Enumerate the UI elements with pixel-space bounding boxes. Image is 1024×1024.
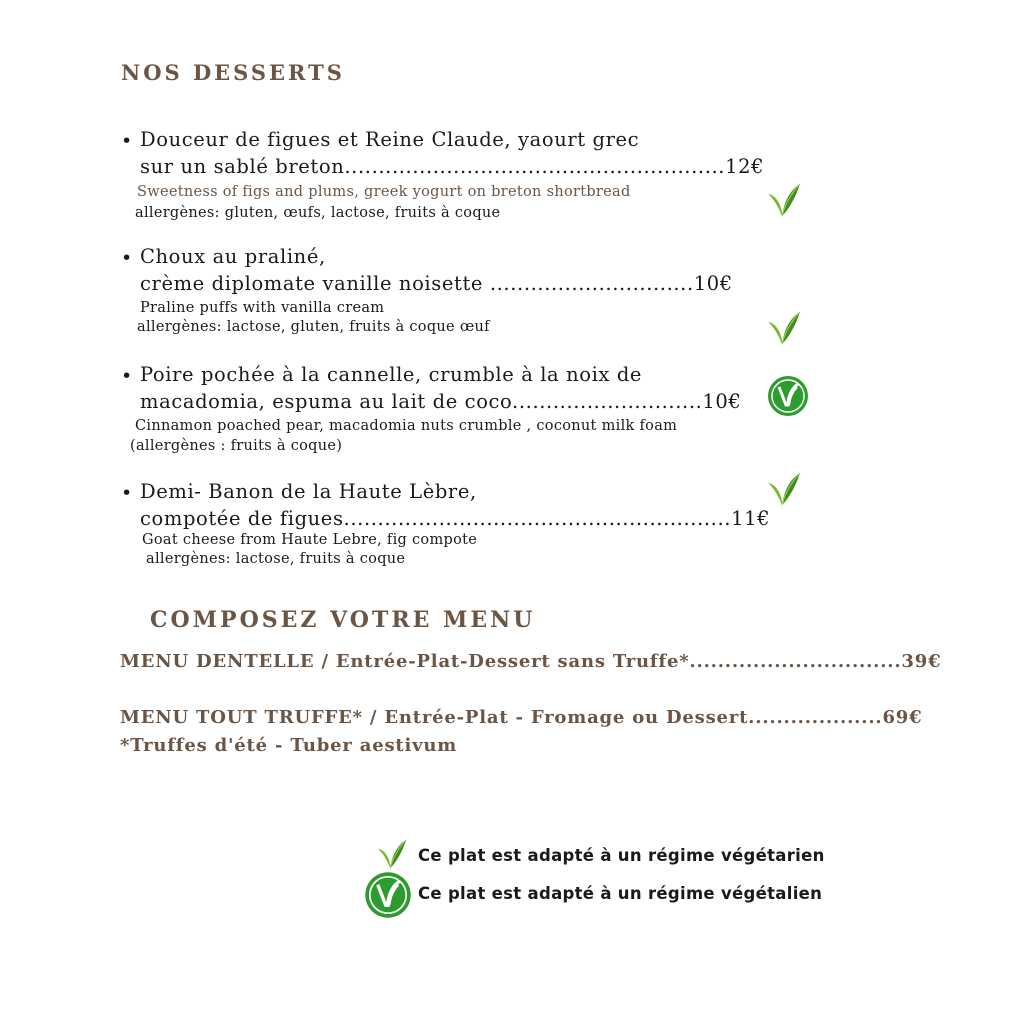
dessert-allergens: allergènes: lactose, fruits à coque: [146, 551, 406, 567]
menu-dentelle: MENU DENTELLE / Entrée-Plat-Dessert sans Truffe*..............................39€: [120, 651, 942, 672]
leaf-icon: [766, 471, 802, 507]
legend-vegetarian: Ce plat est adapté à un régime végétarien: [418, 846, 825, 865]
dessert-name-price: compotée de figues.........................................................11€: [140, 507, 771, 530]
compose-title: COMPOSEZ VOTRE MENU: [150, 607, 536, 633]
dessert-name: Demi- Banon de la Haute Lèbre,: [140, 480, 477, 503]
menu-tout-truffe: MENU TOUT TRUFFE* / Entrée-Plat - Fromage ou Dessert...................69€: [120, 707, 923, 728]
dessert-allergens: (allergènes : fruits à coque): [130, 438, 343, 454]
dessert-english: Cinnamon poached pear, macadomia nuts crumble , coconut milk foam: [135, 418, 678, 434]
bullet: •: [121, 365, 133, 387]
vegan-icon: [766, 374, 810, 418]
dessert-english: Sweetness of figs and plums, greek yogurt on breton shortbread: [137, 184, 631, 200]
bullet: •: [121, 482, 133, 504]
dessert-allergens: allergènes: lactose, gluten, fruits à coque œuf: [137, 319, 490, 335]
dessert-name-price: sur un sablé breton........................................................12€: [140, 155, 765, 178]
dessert-english: Praline puffs with vanilla cream: [140, 300, 385, 316]
dessert-name-price: crème diplomate vanille noisette ..............................10€: [140, 272, 733, 295]
dessert-name: Douceur de figues et Reine Claude, yaourt grec: [140, 128, 640, 151]
dessert-name: Poire pochée à la cannelle, crumble à la noix de: [140, 363, 643, 386]
desserts-title: NOS DESSERTS: [121, 60, 345, 85]
legend-vegan: Ce plat est adapté à un régime végétalien: [418, 884, 823, 903]
bullet: •: [121, 130, 133, 152]
vegan-icon: [363, 870, 413, 920]
leaf-icon: [374, 838, 410, 870]
dessert-english: Goat cheese from Haute Lebre, fig compote: [142, 532, 478, 548]
leaf-icon: [766, 310, 802, 346]
truffle-note: *Truffes d'été - Tuber aestivum: [120, 735, 458, 756]
dessert-name: Choux au praliné,: [140, 245, 326, 268]
dessert-allergens: allergènes: gluten, œufs, lactose, fruits à coque: [135, 205, 501, 221]
bullet: •: [121, 247, 133, 269]
dessert-name-price: macadomia, espuma au lait de coco............................10€: [140, 390, 742, 413]
leaf-icon: [766, 182, 802, 218]
